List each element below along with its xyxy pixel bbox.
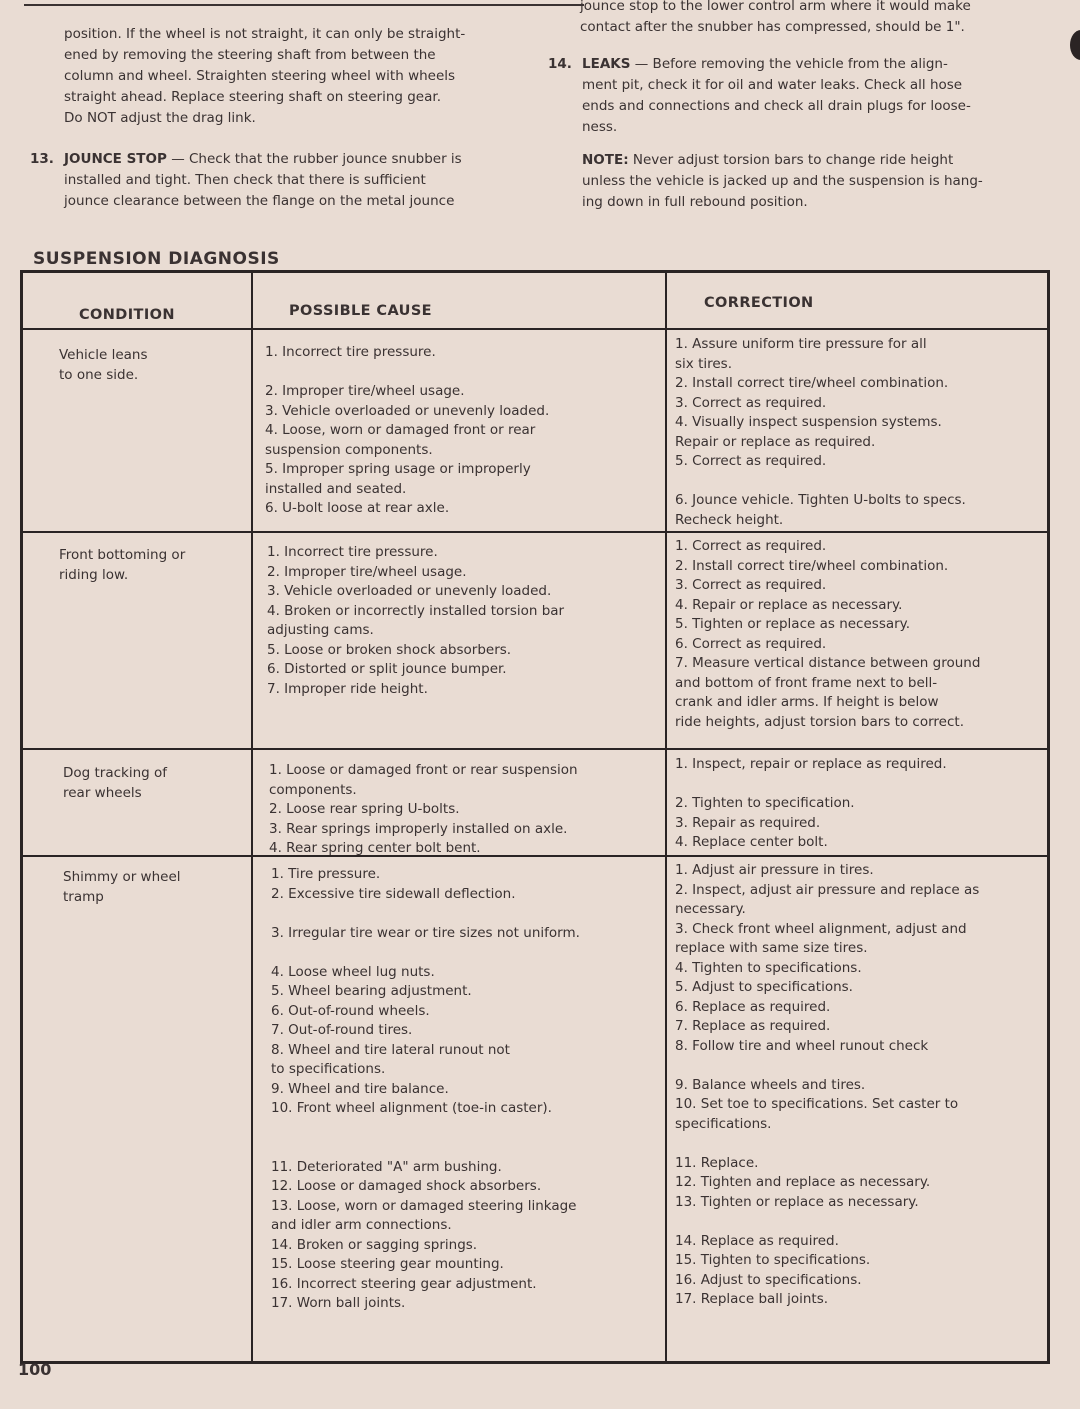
condition-line: tramp xyxy=(63,889,104,905)
cause-line: 3. Vehicle overloaded or unevenly loaded. xyxy=(265,402,550,419)
correction-line: 2. Inspect, adjust air pressure and replace as xyxy=(675,881,980,898)
correction-line: 11. Replace. xyxy=(675,1154,759,1171)
cause-line: 4. Loose wheel lug nuts. xyxy=(271,963,435,980)
header-possible-cause: POSSIBLE CAUSE xyxy=(289,303,432,319)
text-line: jounce clearance between the flange on the metal jounce xyxy=(64,193,455,209)
correction-line xyxy=(675,472,1047,492)
text-line: unless the vehicle is jacked up and the suspension is hang- xyxy=(582,173,983,189)
correction-line: 4. Repair or replace as necessary. xyxy=(675,596,903,613)
correction-line xyxy=(675,1056,1047,1076)
condition-cell xyxy=(59,545,185,585)
item-number: 13. xyxy=(30,151,54,167)
text-line: — Before removing the vehicle from the align- xyxy=(630,56,948,72)
section-title: SUSPENSION DIAGNOSIS xyxy=(33,249,280,269)
correction-line: 3. Repair as required. xyxy=(675,814,821,831)
row-divider xyxy=(23,531,1047,533)
cause-line: 12. Loose or damaged shock absorbers. xyxy=(271,1178,542,1194)
note-torsion-bars xyxy=(548,150,1048,213)
item-number: 14. xyxy=(548,56,572,72)
correction-line: 6. Correct as required. xyxy=(675,635,827,652)
cause-cell xyxy=(265,343,657,519)
condition-cell xyxy=(63,763,167,803)
cause-line: 9. Wheel and tire balance. xyxy=(271,1080,449,1097)
cause-line: suspension components. xyxy=(265,441,433,458)
top-rule xyxy=(24,4,584,6)
cause-line: 2. Improper tire/wheel usage. xyxy=(267,563,467,580)
cause-line: installed and seated. xyxy=(265,480,407,497)
condition-line: Front bottoming or xyxy=(59,547,186,563)
condition-line: Shimmy or wheel xyxy=(63,869,181,885)
correction-cell xyxy=(675,537,1049,732)
condition-line: rear wheels xyxy=(63,785,142,801)
condition-line: to one side. xyxy=(59,367,139,383)
correction-line: 5. Tighten or replace as necessary. xyxy=(675,616,911,632)
correction-line: 2. Install correct tire/wheel combination. xyxy=(675,375,949,391)
item-title: LEAKS xyxy=(582,56,631,72)
correction-line: 13. Tighten or replace as necessary. xyxy=(675,1193,919,1210)
cause-line: 1. Incorrect tire pressure. xyxy=(267,544,438,560)
correction-line xyxy=(675,1134,1047,1154)
page-number: 100 xyxy=(18,1360,52,1379)
correction-line: 1. Inspect, repair or replace as required. xyxy=(675,756,947,772)
correction-line: 7. Replace as required. xyxy=(675,1018,831,1034)
cause-line: 7. Improper ride height. xyxy=(267,680,428,697)
binder-hole xyxy=(1070,30,1080,60)
correction-line: 16. Adjust to specifications. xyxy=(675,1271,862,1288)
header-condition: CONDITION xyxy=(79,307,175,323)
correction-cell xyxy=(675,861,1047,1310)
cause-line: 15. Loose steering gear mounting. xyxy=(271,1256,504,1272)
correction-cell xyxy=(675,755,1047,853)
correction-line: 7. Measure vertical distance between ground xyxy=(675,655,981,671)
correction-line: 2. Tighten to specification. xyxy=(675,795,855,811)
correction-cell xyxy=(675,335,1047,530)
cause-line: 6. Distorted or split jounce bumper. xyxy=(267,661,507,677)
correction-line: 4. Tighten to specifications. xyxy=(675,959,862,976)
correction-line: ride heights, adjust torsion bars to correct. xyxy=(675,713,964,730)
partial-line: contact after the snubber has compressed, should be 1". xyxy=(580,19,965,35)
cause-line: 1. Tire pressure. xyxy=(271,866,381,882)
condition-line: Dog tracking of xyxy=(63,765,168,781)
correction-line: six tires. xyxy=(675,355,732,372)
cause-cell xyxy=(269,761,661,859)
text-line: Never adjust torsion bars to change ride height xyxy=(628,152,954,168)
correction-line: 4. Replace center bolt. xyxy=(675,834,828,850)
cause-line: 6. Out-of-round wheels. xyxy=(271,1002,430,1019)
correction-line: 9. Balance wheels and tires. xyxy=(675,1076,866,1093)
text-line: straight ahead. Replace steering shaft on steering gear. xyxy=(64,89,441,105)
cause-cell xyxy=(267,543,659,699)
header-correction: CORRECTION xyxy=(704,295,814,311)
cause-line: 5. Loose or broken shock absorbers. xyxy=(267,641,512,658)
cause-line xyxy=(271,1119,663,1139)
correction-line: Repair or replace as required. xyxy=(675,433,876,450)
text-line: ends and connections and check all drain plugs for loose- xyxy=(582,98,971,114)
text-line: installed and tight. Then check that there is sufficient xyxy=(64,172,426,188)
correction-line: 17. Replace ball joints. xyxy=(675,1291,829,1307)
item-title: JOUNCE STOP xyxy=(64,151,167,167)
correction-line: 4. Visually inspect suspension systems. xyxy=(675,414,942,430)
cause-line xyxy=(271,904,663,924)
cause-line: 3. Rear springs improperly installed on axle. xyxy=(269,820,568,837)
cause-line: 1. Loose or damaged front or rear suspension xyxy=(269,762,578,778)
suspension-diagnosis-table xyxy=(20,270,1050,1364)
cause-line: 11. Deteriorated "A" arm bushing. xyxy=(271,1158,502,1175)
cause-line: to specifications. xyxy=(271,1061,386,1077)
cause-line: adjusting cams. xyxy=(267,622,374,638)
text-line: position. If the wheel is not straight, it can only be straight- xyxy=(64,26,466,42)
condition-line: riding low. xyxy=(59,567,129,583)
cause-line: 17. Worn ball joints. xyxy=(271,1295,406,1311)
text-line: column and wheel. Straighten steering wheel with wheels xyxy=(64,68,456,84)
cause-line xyxy=(271,943,663,963)
correction-line: 1. Assure uniform tire pressure for all xyxy=(675,336,927,352)
correction-line: 1. Correct as required. xyxy=(675,538,827,554)
correction-line: 5. Correct as required. xyxy=(675,453,827,469)
correction-line: 12. Tighten and replace as necessary. xyxy=(675,1174,931,1190)
text-line: ment pit, check it for oil and water leaks. Check all hose xyxy=(582,77,963,93)
text-line: Do NOT adjust the drag link. xyxy=(64,110,256,126)
note-label: NOTE: xyxy=(582,152,629,168)
header-divider xyxy=(23,328,1047,330)
cause-line: 2. Improper tire/wheel usage. xyxy=(265,383,465,399)
correction-line: 10. Set toe to specifications. Set caster to xyxy=(675,1096,959,1112)
correction-line: 3. Correct as required. xyxy=(675,577,827,593)
correction-line: 8. Follow tire and wheel runout check xyxy=(675,1037,929,1054)
cause-line: 2. Excessive tire sidewall deflection. xyxy=(271,885,516,902)
cause-line: 4. Broken or incorrectly installed torsion bar xyxy=(267,602,565,619)
text-line: ness. xyxy=(582,119,618,135)
cause-line: 3. Vehicle overloaded or unevenly loaded. xyxy=(267,583,552,599)
cause-line: 5. Improper spring usage or improperly xyxy=(265,461,531,477)
cause-line: 5. Wheel bearing adjustment. xyxy=(271,983,472,999)
cause-line: 14. Broken or sagging springs. xyxy=(271,1236,478,1253)
correction-line: 6. Replace as required. xyxy=(675,998,831,1015)
cause-line: 1. Incorrect tire pressure. xyxy=(265,344,436,360)
condition-line: Vehicle leans xyxy=(59,347,148,363)
cause-line: 8. Wheel and tire lateral runout not xyxy=(271,1041,510,1058)
correction-line: 3. Check front wheel alignment, adjust and xyxy=(675,920,967,937)
text-line: ened by removing the steering shaft from between the xyxy=(64,47,436,63)
correction-line: 5. Adjust to specifications. xyxy=(675,979,853,995)
paragraph-steering xyxy=(30,24,520,129)
condition-cell xyxy=(63,867,181,907)
cause-line: 4. Loose, worn or damaged front or rear xyxy=(265,422,536,438)
cause-line: 10. Front wheel alignment (toe-in caster). xyxy=(271,1100,552,1116)
correction-line: and bottom of front frame next to bell- xyxy=(675,674,938,691)
text-line: ing down in full rebound position. xyxy=(582,194,808,210)
cause-line: components. xyxy=(269,781,357,798)
cause-line: 6. U-bolt loose at rear axle. xyxy=(265,500,450,516)
correction-line xyxy=(675,1212,1047,1232)
cause-line: 7. Out-of-round tires. xyxy=(271,1022,413,1038)
correction-line: 1. Adjust air pressure in tires. xyxy=(675,862,874,878)
correction-line: replace with same size tires. xyxy=(675,940,868,956)
condition-cell xyxy=(59,345,148,385)
correction-line: 2. Install correct tire/wheel combination. xyxy=(675,557,949,574)
text-line: — Check that the rubber jounce snubber is xyxy=(166,151,462,167)
left-column xyxy=(30,24,520,224)
correction-line: 6. Jounce vehicle. Tighten U-bolts to specs. xyxy=(675,492,966,508)
right-column xyxy=(548,54,1048,225)
correction-line: 15. Tighten to specifications. xyxy=(675,1252,871,1268)
row-divider xyxy=(23,748,1047,750)
cause-line: 13. Loose, worn or damaged steering linkage xyxy=(271,1197,577,1214)
cause-cell xyxy=(271,865,663,1314)
cause-line: 2. Loose rear spring U-bolts. xyxy=(269,801,460,817)
correction-line: crank and idler arms. If height is below xyxy=(675,694,939,710)
column-divider xyxy=(251,273,253,1361)
correction-line: specifications. xyxy=(675,1115,772,1132)
cause-line: 4. Rear spring center bolt bent. xyxy=(269,840,481,856)
correction-line: 3. Correct as required. xyxy=(675,394,827,411)
column-divider xyxy=(665,273,667,1361)
cause-line: 3. Irregular tire wear or tire sizes not uniform. xyxy=(271,924,580,941)
cause-line xyxy=(271,1138,663,1158)
cause-line: 16. Incorrect steering gear adjustment. xyxy=(271,1275,537,1292)
correction-line xyxy=(675,775,1047,795)
correction-line: 14. Replace as required. xyxy=(675,1232,839,1249)
top-right-partial-text xyxy=(580,0,1050,38)
item-13-jounce-stop xyxy=(30,149,520,212)
correction-line: necessary. xyxy=(675,901,746,917)
partial-line: jounce stop to the lower control arm where it would make xyxy=(580,0,971,14)
item-14-leaks xyxy=(548,54,1048,138)
cause-line: and idler arm connections. xyxy=(271,1217,452,1233)
correction-line: Recheck height. xyxy=(675,511,784,528)
cause-line xyxy=(265,363,657,383)
